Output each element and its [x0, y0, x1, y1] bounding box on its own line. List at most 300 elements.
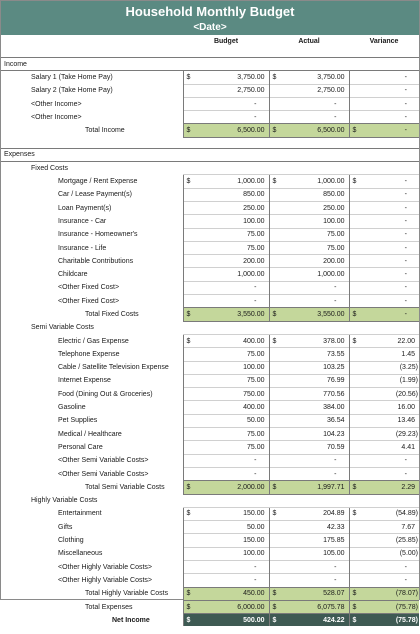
currency-symbol [349, 547, 362, 560]
actual-cell[interactable]: 73.55 [282, 348, 349, 361]
currency-symbol [183, 111, 196, 124]
currency-symbol [349, 111, 362, 124]
currency-symbol [349, 441, 362, 454]
variance-cell[interactable]: (1.99) [362, 374, 419, 387]
currency-symbol [349, 467, 362, 480]
currency-symbol: $ [269, 334, 282, 347]
budget-cell[interactable]: 75.00 [196, 241, 269, 254]
budget-line-row [1, 441, 419, 454]
variance-cell[interactable]: (75.78) [362, 614, 419, 627]
spacer-row [1, 626, 419, 634]
section-header-row [1, 148, 419, 161]
currency-symbol [183, 441, 196, 454]
currency-symbol [269, 255, 282, 268]
row-label: Total Expenses [85, 603, 133, 611]
budget-cell[interactable]: 500.00 [196, 614, 269, 627]
row-label: Entertainment [58, 510, 102, 518]
actual-cell[interactable]: 2,750.00 [282, 84, 349, 97]
row-label: Loan Payment(s) [58, 204, 112, 212]
actual-cell[interactable]: - [282, 574, 349, 587]
currency-symbol [349, 188, 362, 201]
currency-symbol [183, 188, 196, 201]
currency-symbol [269, 281, 282, 294]
section-label[interactable]: Income [1, 58, 419, 71]
row-label: Total Semi Variable Costs [85, 483, 165, 491]
row-label: Electric / Gas Expense [58, 337, 129, 345]
group-label[interactable]: Semi Variable Costs [31, 324, 94, 332]
currency-symbol [269, 361, 282, 374]
budget-cell[interactable]: 150.00 [196, 534, 269, 547]
total-row [1, 124, 419, 137]
row-label: Childcare [58, 271, 88, 279]
actual-cell[interactable]: 3,750.00 [282, 71, 349, 84]
budget-line-row [1, 361, 419, 374]
budget-cell[interactable]: 400.00 [196, 401, 269, 414]
currency-symbol [349, 215, 362, 228]
variance-cell[interactable]: (54.89) [362, 507, 419, 520]
currency-symbol [349, 84, 362, 97]
currency-symbol [183, 255, 196, 268]
row-label: <Other Highly Variable Costs> [58, 576, 153, 584]
budget-cell[interactable]: 1,000.00 [196, 268, 269, 281]
budget-rows [1, 47, 419, 634]
variance-cell[interactable]: - [362, 228, 419, 241]
currency-symbol [183, 228, 196, 241]
currency-symbol [349, 388, 362, 401]
actual-cell[interactable]: 36.54 [282, 414, 349, 427]
variance-cell[interactable]: (78.07) [362, 587, 419, 600]
currency-symbol [269, 547, 282, 560]
currency-symbol [183, 521, 196, 534]
currency-symbol: $ [183, 308, 196, 321]
budget-line-row [1, 97, 419, 110]
budget-line-row [1, 71, 419, 84]
total-row [1, 587, 419, 600]
variance-cell[interactable]: - [362, 241, 419, 254]
actual-cell[interactable]: 528.07 [282, 587, 349, 600]
actual-cell[interactable]: - [282, 111, 349, 124]
budget-line-row [1, 295, 419, 308]
currency-symbol [269, 534, 282, 547]
currency-symbol [269, 348, 282, 361]
variance-cell[interactable]: (29.23) [362, 428, 419, 441]
currency-symbol [349, 428, 362, 441]
row-label: Pet Supplies [58, 417, 98, 425]
variance-cell[interactable]: - [362, 467, 419, 480]
row-label: Mortgage / Rent Expense [58, 178, 138, 186]
budget-cell[interactable]: 75.00 [196, 428, 269, 441]
currency-symbol [183, 414, 196, 427]
budget-line-row [1, 255, 419, 268]
actual-cell[interactable]: 105.00 [282, 547, 349, 560]
currency-symbol [349, 374, 362, 387]
currency-symbol [269, 295, 282, 308]
currency-symbol: $ [269, 587, 282, 600]
actual-cell[interactable]: 1,000.00 [282, 175, 349, 188]
currency-symbol: $ [183, 481, 196, 494]
currency-symbol [183, 268, 196, 281]
budget-line-row [1, 547, 419, 560]
budget-line-row [1, 111, 419, 124]
row-label: <Other Fixed Cost> [58, 284, 120, 292]
currency-symbol [183, 97, 196, 110]
row-label: Total Fixed Costs [85, 310, 139, 318]
variance-header: Variance [369, 37, 399, 45]
currency-symbol [349, 560, 362, 573]
variance-cell[interactable]: - [362, 84, 419, 97]
actual-cell[interactable]: 204.89 [282, 507, 349, 520]
variance-cell[interactable]: (75.78) [362, 600, 419, 613]
budget-line-row [1, 414, 419, 427]
actual-cell[interactable]: 103.25 [282, 361, 349, 374]
row-label: <Other Highly Variable Costs> [58, 563, 153, 571]
actual-cell[interactable]: 770.56 [282, 388, 349, 401]
currency-symbol: $ [183, 587, 196, 600]
budget-line-row [1, 467, 419, 480]
currency-symbol [349, 71, 362, 84]
currency-symbol [183, 454, 196, 467]
actual-cell[interactable]: 1,000.00 [282, 268, 349, 281]
actual-cell[interactable]: 100.00 [282, 215, 349, 228]
variance-cell[interactable]: - [362, 71, 419, 84]
currency-symbol [349, 281, 362, 294]
variance-cell[interactable]: - [362, 574, 419, 587]
budget-line-row [1, 560, 419, 573]
actual-header: Actual [298, 37, 320, 45]
variance-cell[interactable]: - [362, 308, 419, 321]
currency-symbol [269, 441, 282, 454]
currency-symbol [269, 188, 282, 201]
actual-cell[interactable]: 424.22 [282, 614, 349, 627]
actual-cell[interactable]: 6,500.00 [282, 124, 349, 137]
budget-cell[interactable]: 450.00 [196, 587, 269, 600]
currency-symbol [183, 241, 196, 254]
budget-line-row [1, 534, 419, 547]
currency-symbol [183, 374, 196, 387]
currency-symbol [183, 361, 196, 374]
currency-symbol [183, 348, 196, 361]
budget-cell[interactable]: - [196, 111, 269, 124]
variance-cell[interactable]: 16.00 [362, 401, 419, 414]
currency-symbol [183, 467, 196, 480]
budget-cell[interactable]: 150.00 [196, 507, 269, 520]
total-row [1, 308, 419, 321]
currency-symbol [269, 574, 282, 587]
variance-cell[interactable]: - [362, 97, 419, 110]
total-row [1, 600, 419, 613]
variance-cell[interactable]: - [362, 175, 419, 188]
currency-symbol [269, 241, 282, 254]
variance-cell[interactable]: (5.00) [362, 547, 419, 560]
budget-cell[interactable]: 6,000.00 [196, 600, 269, 613]
row-label: Food (Dining Out & Groceries) [58, 390, 153, 398]
budget-cell[interactable]: 400.00 [196, 334, 269, 347]
currency-symbol [269, 228, 282, 241]
group-label-row [1, 494, 419, 507]
budget-line-row [1, 228, 419, 241]
row-label: Salary 1 (Take Home Pay) [31, 74, 113, 82]
variance-cell[interactable]: - [362, 281, 419, 294]
currency-symbol [269, 521, 282, 534]
actual-cell[interactable]: 70.59 [282, 441, 349, 454]
row-label: Clothing [58, 537, 84, 545]
budget-cell[interactable]: 75.00 [196, 374, 269, 387]
actual-cell[interactable]: 250.00 [282, 201, 349, 214]
currency-symbol: $ [269, 481, 282, 494]
currency-symbol [269, 388, 282, 401]
actual-cell[interactable]: 104.23 [282, 428, 349, 441]
currency-symbol [269, 84, 282, 97]
variance-cell[interactable]: - [362, 268, 419, 281]
currency-symbol [349, 201, 362, 214]
currency-symbol [183, 560, 196, 573]
currency-symbol [183, 84, 196, 97]
budget-cell[interactable]: 3,550.00 [196, 308, 269, 321]
currency-symbol [183, 215, 196, 228]
currency-symbol [269, 201, 282, 214]
row-label: Total Highly Variable Costs [85, 590, 169, 598]
currency-symbol [183, 281, 196, 294]
row-label: Salary 2 (Take Home Pay) [31, 87, 113, 95]
budget-cell[interactable]: - [196, 560, 269, 573]
actual-cell[interactable]: 76.99 [282, 374, 349, 387]
budget-line-row [1, 428, 419, 441]
row-label: Personal Care [58, 443, 103, 451]
currency-symbol [349, 97, 362, 110]
variance-cell[interactable]: - [362, 255, 419, 268]
currency-symbol [349, 361, 362, 374]
variance-cell[interactable]: - [362, 188, 419, 201]
currency-symbol: $ [349, 507, 362, 520]
budget-cell[interactable]: - [196, 454, 269, 467]
row-label: Car / Lease Payment(s) [58, 191, 132, 199]
actual-cell[interactable]: 850.00 [282, 188, 349, 201]
currency-symbol [269, 268, 282, 281]
variance-cell[interactable]: 1.45 [362, 348, 419, 361]
currency-symbol: $ [269, 308, 282, 321]
budget-cell[interactable]: 2,750.00 [196, 84, 269, 97]
actual-cell[interactable]: 175.85 [282, 534, 349, 547]
budget-line-row [1, 334, 419, 347]
currency-symbol: $ [349, 600, 362, 613]
currency-symbol [183, 401, 196, 414]
currency-symbol: $ [269, 600, 282, 613]
budget-line-row [1, 401, 419, 414]
actual-cell[interactable]: 378.00 [282, 334, 349, 347]
title-banner [1, 1, 419, 35]
budget-line-row [1, 268, 419, 281]
row-label: Total Income [85, 127, 125, 135]
currency-symbol: $ [349, 334, 362, 347]
variance-cell[interactable]: (3.25) [362, 361, 419, 374]
actual-cell[interactable]: 200.00 [282, 255, 349, 268]
currency-symbol: $ [183, 334, 196, 347]
actual-cell[interactable]: 42.33 [282, 521, 349, 534]
row-label: <Other Income> [31, 100, 82, 108]
column-header-row [1, 35, 419, 47]
row-label: Medical / Healthcare [58, 430, 122, 438]
currency-symbol: $ [349, 587, 362, 600]
currency-symbol [349, 241, 362, 254]
currency-symbol [183, 388, 196, 401]
actual-cell[interactable]: - [282, 97, 349, 110]
row-label: Insurance - Life [58, 244, 107, 252]
budget-cell[interactable]: 50.00 [196, 414, 269, 427]
currency-symbol [349, 348, 362, 361]
budget-cell[interactable]: 75.00 [196, 441, 269, 454]
variance-cell[interactable]: - [362, 560, 419, 573]
row-label: <Other Fixed Cost> [58, 297, 120, 305]
row-label: Insurance - Car [58, 217, 107, 225]
currency-symbol [349, 574, 362, 587]
group-label-row [1, 162, 419, 175]
group-label[interactable]: Fixed Costs [31, 164, 68, 172]
budget-header: Budget [213, 37, 239, 45]
row-label: Gifts [58, 523, 73, 531]
currency-symbol: $ [183, 614, 196, 627]
currency-symbol [269, 454, 282, 467]
budget-cell[interactable]: 100.00 [196, 215, 269, 228]
currency-symbol [183, 574, 196, 587]
group-label-row [1, 321, 419, 334]
section-header-row [1, 58, 419, 71]
group-label[interactable]: Highly Variable Costs [31, 497, 98, 505]
actual-cell[interactable]: 75.00 [282, 228, 349, 241]
variance-cell[interactable]: - [362, 111, 419, 124]
actual-cell[interactable]: - [282, 454, 349, 467]
currency-symbol [269, 374, 282, 387]
date-placeholder[interactable]: <Date> [193, 22, 227, 33]
currency-symbol [183, 534, 196, 547]
currency-symbol [349, 454, 362, 467]
budget-cell[interactable]: 2,000.00 [196, 481, 269, 494]
variance-cell[interactable]: - [362, 215, 419, 228]
budget-cell[interactable]: 200.00 [196, 255, 269, 268]
variance-cell[interactable]: (20.56) [362, 388, 419, 401]
budget-line-row [1, 374, 419, 387]
actual-cell[interactable]: 1,997.71 [282, 481, 349, 494]
actual-cell[interactable]: - [282, 467, 349, 480]
budget-cell[interactable]: 50.00 [196, 521, 269, 534]
budget-cell[interactable]: 250.00 [196, 201, 269, 214]
row-label: Telephone Expense [58, 350, 120, 358]
variance-cell[interactable]: - [362, 124, 419, 137]
actual-cell[interactable]: 3,550.00 [282, 308, 349, 321]
sheet-title[interactable]: Household Monthly Budget [125, 4, 295, 19]
budget-cell[interactable]: 75.00 [196, 348, 269, 361]
currency-symbol: $ [269, 71, 282, 84]
budget-cell[interactable]: 1,000.00 [196, 175, 269, 188]
section-label[interactable]: Expenses [1, 148, 419, 161]
budget-cell[interactable]: 3,750.00 [196, 71, 269, 84]
variance-cell[interactable]: - [362, 295, 419, 308]
currency-symbol [349, 228, 362, 241]
currency-symbol: $ [269, 124, 282, 137]
budget-line-row [1, 241, 419, 254]
currency-symbol: $ [183, 600, 196, 613]
variance-cell[interactable]: 2.29 [362, 481, 419, 494]
currency-symbol [183, 547, 196, 560]
currency-symbol: $ [349, 481, 362, 494]
currency-symbol [349, 268, 362, 281]
row-label: Charitable Contributions [58, 257, 134, 265]
budget-cell[interactable]: 100.00 [196, 547, 269, 560]
variance-cell[interactable]: 4.41 [362, 441, 419, 454]
variance-cell[interactable]: 7.67 [362, 521, 419, 534]
budget-line-row [1, 507, 419, 520]
currency-symbol [183, 201, 196, 214]
variance-cell[interactable]: (25.85) [362, 534, 419, 547]
currency-symbol [269, 215, 282, 228]
currency-symbol [349, 521, 362, 534]
budget-line-row [1, 348, 419, 361]
budget-cell[interactable]: 850.00 [196, 188, 269, 201]
currency-symbol [269, 467, 282, 480]
budget-line-row [1, 454, 419, 467]
budget-cell[interactable]: 75.00 [196, 228, 269, 241]
actual-cell[interactable]: - [282, 560, 349, 573]
currency-symbol: $ [269, 614, 282, 627]
variance-cell[interactable]: 22.00 [362, 334, 419, 347]
budget-cell[interactable]: 100.00 [196, 361, 269, 374]
currency-symbol: $ [349, 124, 362, 137]
budget-line-row [1, 84, 419, 97]
actual-cell[interactable]: 6,075.78 [282, 600, 349, 613]
budget-cell[interactable]: 6,500.00 [196, 124, 269, 137]
budget-cell[interactable]: - [196, 574, 269, 587]
actual-cell[interactable]: - [282, 281, 349, 294]
row-label: Miscellaneous [58, 550, 103, 558]
total-row [1, 481, 419, 494]
budget-cell[interactable]: - [196, 295, 269, 308]
spacer-row [1, 47, 419, 58]
currency-symbol [349, 401, 362, 414]
currency-symbol: $ [349, 308, 362, 321]
budget-line-row [1, 574, 419, 587]
budget-line-row [1, 201, 419, 214]
row-label: <Other Income> [31, 113, 82, 121]
row-label: <Other Semi Variable Costs> [58, 457, 149, 465]
currency-symbol [349, 295, 362, 308]
currency-symbol: $ [349, 175, 362, 188]
budget-cell[interactable]: - [196, 97, 269, 110]
currency-symbol [269, 414, 282, 427]
spacer-row [1, 137, 419, 148]
actual-cell[interactable]: 75.00 [282, 241, 349, 254]
actual-cell[interactable]: 384.00 [282, 401, 349, 414]
currency-symbol [269, 560, 282, 573]
actual-cell[interactable]: - [282, 295, 349, 308]
budget-table [1, 35, 419, 634]
row-label: Net Income [112, 616, 150, 624]
budget-cell[interactable]: - [196, 281, 269, 294]
row-label: Insurance - Homeowner's [58, 231, 138, 239]
currency-symbol [269, 428, 282, 441]
row-label: Internet Expense [58, 377, 111, 385]
budget-line-row [1, 281, 419, 294]
budget-cell[interactable]: - [196, 467, 269, 480]
variance-cell[interactable]: 13.46 [362, 414, 419, 427]
budget-cell[interactable]: 750.00 [196, 388, 269, 401]
variance-cell[interactable]: - [362, 201, 419, 214]
budget-line-row [1, 215, 419, 228]
budget-line-row [1, 388, 419, 401]
row-label: Cable / Satellite Television Expense [58, 364, 169, 372]
variance-cell[interactable]: - [362, 454, 419, 467]
row-label: Gasoline [58, 404, 86, 412]
currency-symbol [183, 428, 196, 441]
budget-line-row [1, 175, 419, 188]
